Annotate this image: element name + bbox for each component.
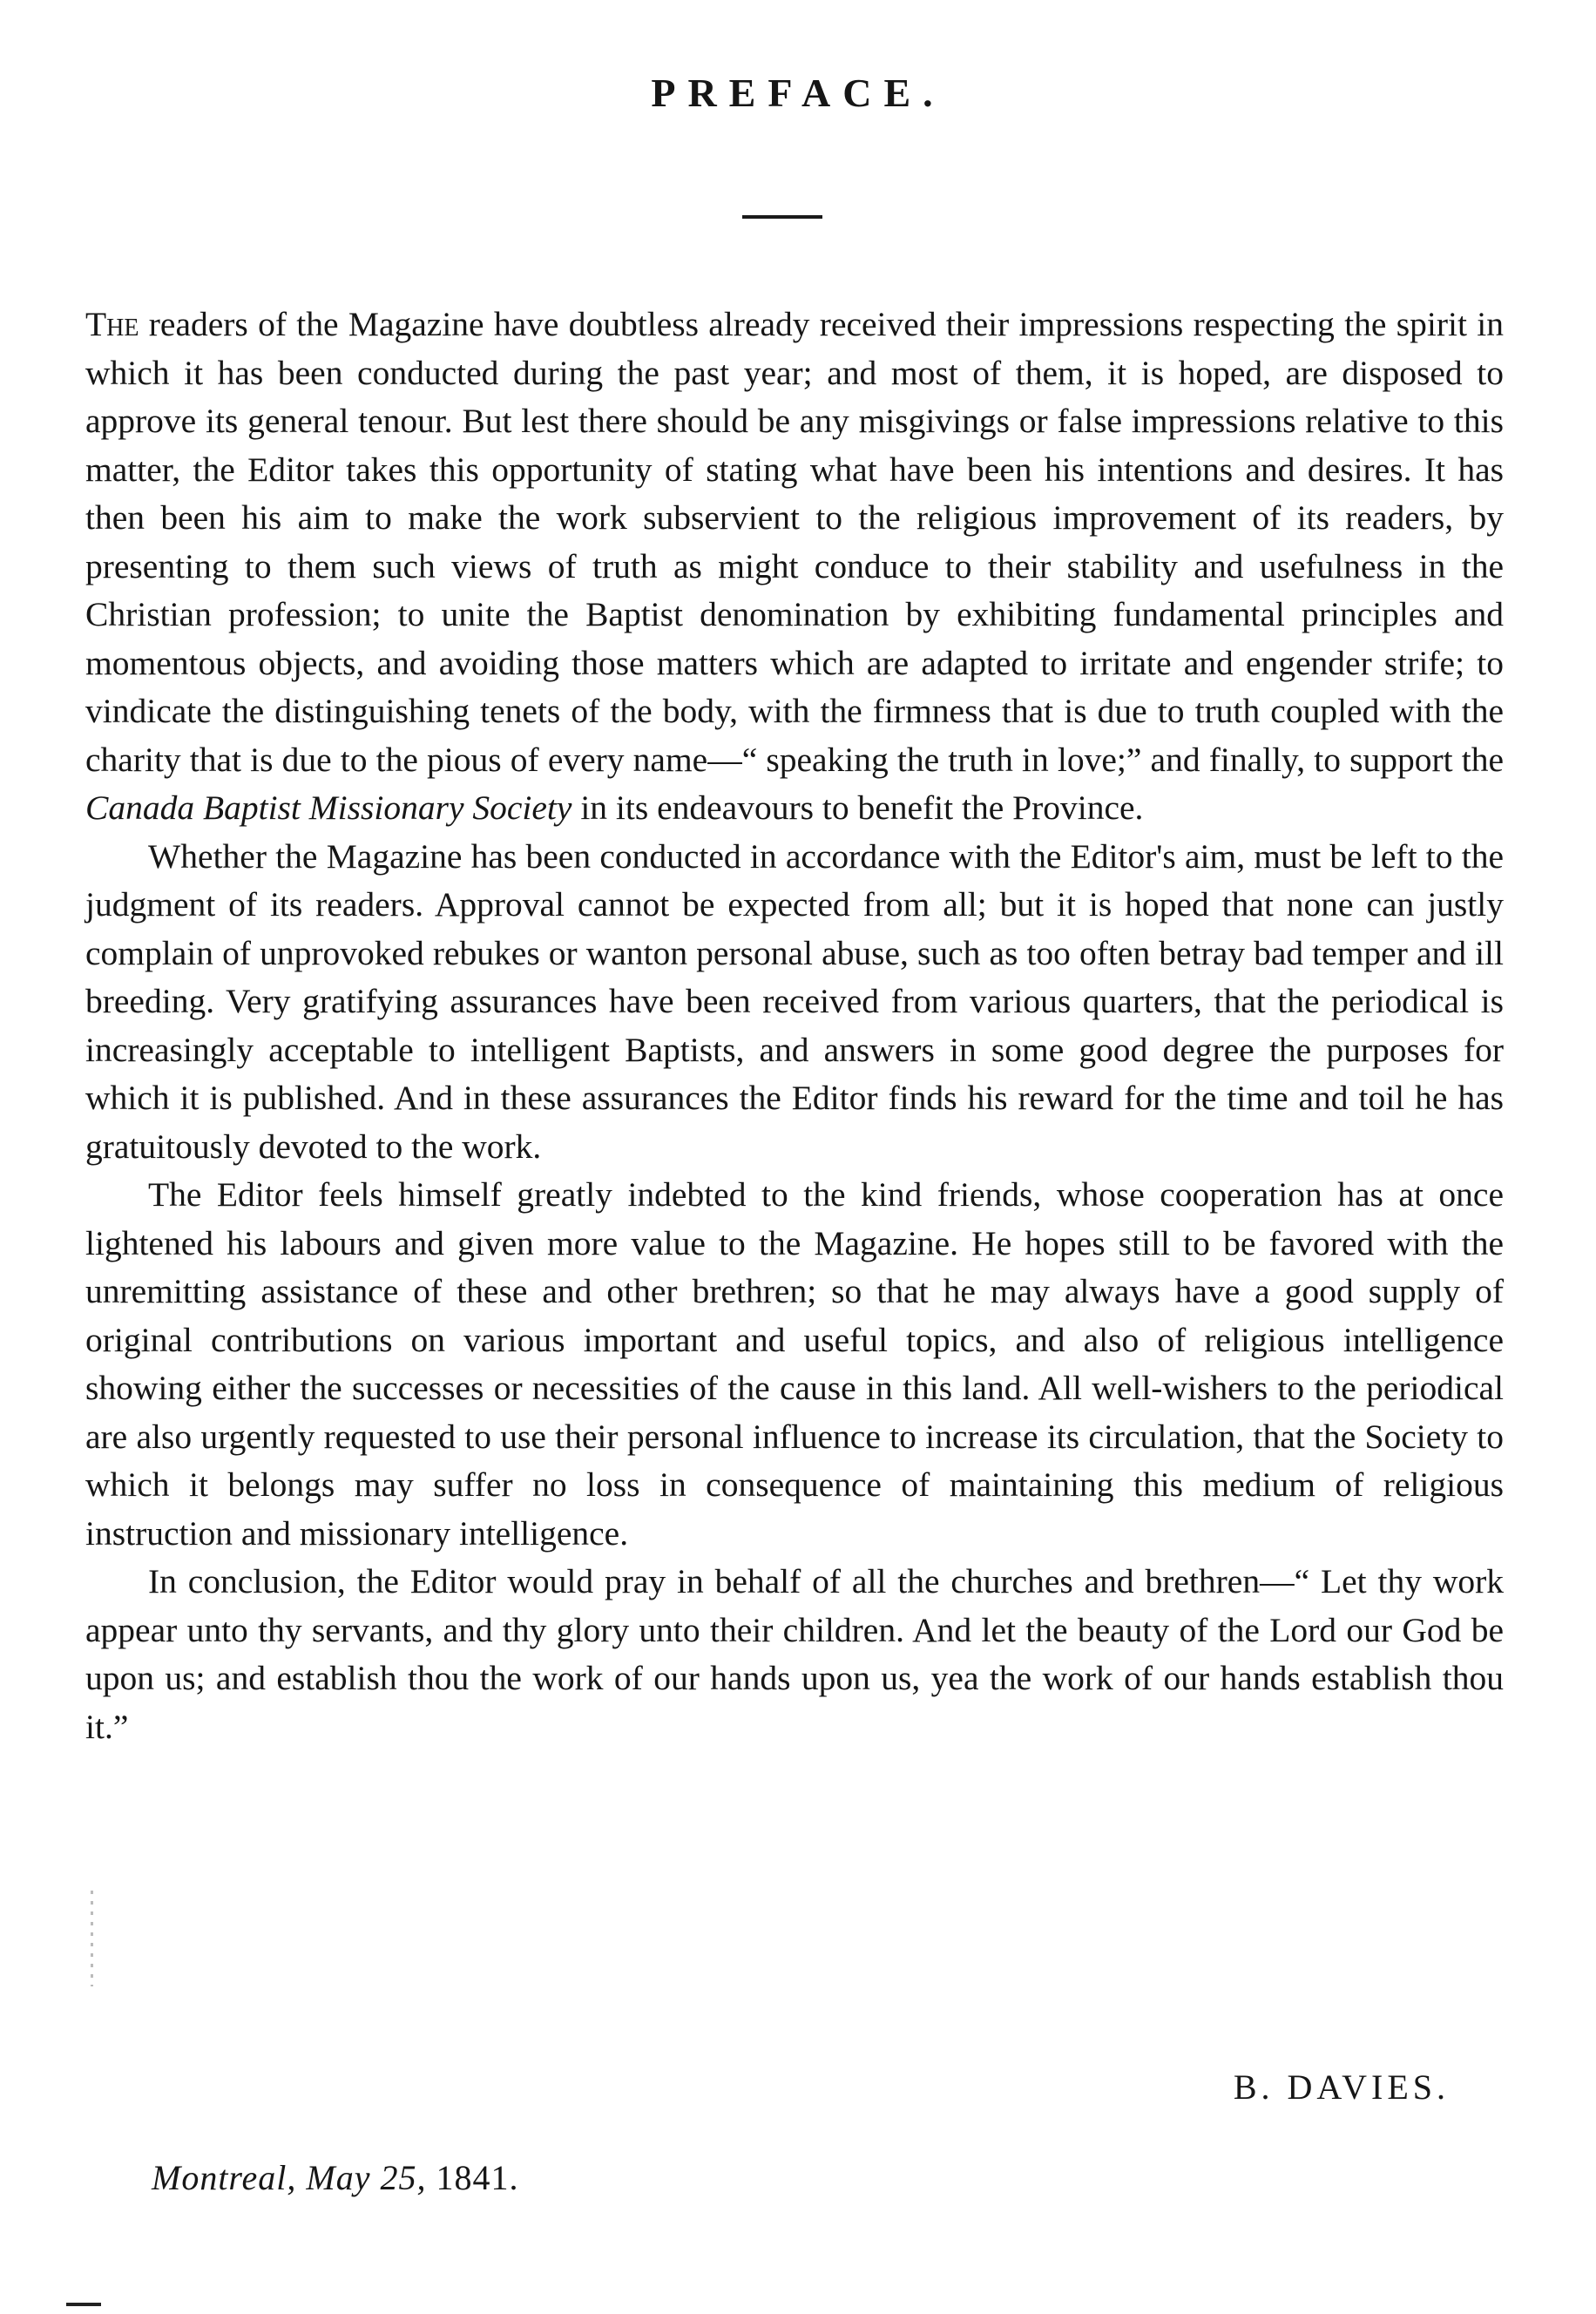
margin-mark [91, 1891, 93, 1986]
title-rule [742, 215, 822, 219]
paragraph-1-lead: The [85, 305, 139, 343]
dateline-year: 1841. [436, 2158, 519, 2197]
paragraph-4: In conclusion, the Editor would pray in behalf of all the churches and brethren—“ Let thy work appear unto thy servants, and thy glory unto their children. And let the beauty of the Lord our God be upon us; and establish thou the work of our hands upon us, yea the work of our hands establish thou it.” [85, 1562, 1504, 1746]
society-name: Canada Baptist Missionary Society [85, 788, 572, 827]
page-title: PREFACE. [651, 71, 945, 115]
paragraph-1 [85, 301, 1504, 833]
paragraph-1-text-b: in its endeavours to benefit the Province. [571, 788, 1144, 827]
paragraph-1-text-a: readers of the Magazine have doubtless already received their impressions respecting the spirit in which it has been conducted during the past year; and most of them, it is hoped, are disposed to approve its general tenour. But lest there should be any misgivings or false impressions relative to this matter, the Editor takes this opportunity of stating what have been his intentions and desires. It has then been his aim to make the work subservient to the religious improvement of its readers, by presenting to them such views of truth as might conduce to their stability and usefulness in the Christian profession; to unite the Baptist denomination by exhibiting fundamental principles and momentous objects, and avoiding those matters which are adapted to irritate and engender strife; to vindicate the distinguishing tenets of the body, with the firmness that is due to truth coupled with the charity that is due to the pious of every name—“ speaking the truth in love;” and finally, to support the [85, 305, 1504, 779]
paragraph-2: Whether the Magazine has been conducted in accordance with the Editor's aim, must be left to the judgment of its readers. Approval cannot be expected from all; but it is hoped that none can justly complain of unprovoked rebukes or wanton personal abuse, such as too often betray bad temper and ill breeding. Very gratifying assurances have been received from various quarters, that the periodical is increasingly acceptable to intelligent Baptists, and answers in some good degree the purposes for which it is published. And in these assurances the Editor finds his reward for the time and toil he has gratuitously devoted to the work. [85, 836, 1504, 1166]
signature: B. DAVIES. [1233, 2067, 1450, 2107]
paragraph-3: The Editor feels himself greatly indebted to the kind friends, whose cooperation has at once lightened his labours and given more value to the Magazine. He hopes still to be favored with the unremitting assistance of these and other brethren; so that he may always have a good supply of original contributions on various important and useful topics, and also of religious intelligence showing either the successes or necessities of the cause in this land. All well-wishers to the periodical are also urgently requested to use their personal influence to increase its circulation, that the Society to which it belongs may suffer no loss in consequence of maintaining this medium of religious instruction and missionary intelligence. [85, 1175, 1504, 1553]
corner-mark [66, 2303, 101, 2306]
dateline [152, 2157, 518, 2198]
preface-body [85, 301, 1504, 1751]
dateline-place-date: Montreal, May 25, [152, 2158, 427, 2197]
